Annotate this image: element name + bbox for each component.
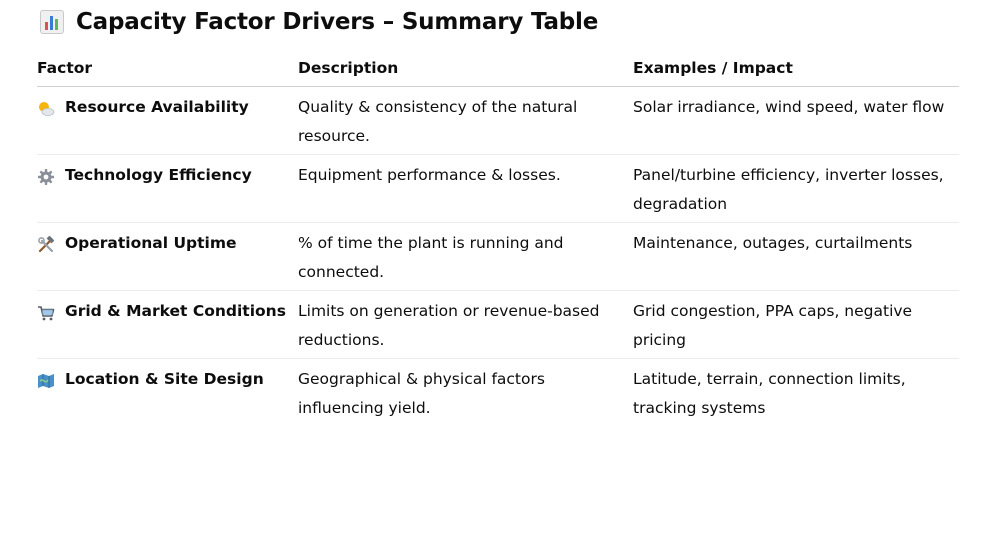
examples-text: Grid congestion, PPA caps, negative pricing [633,302,913,349]
map-icon [37,371,55,389]
description-text: Limits on generation or revenue-based reductions. [298,302,600,349]
description-cell [298,359,633,427]
examples-text: Panel/turbine efficiency, inverter losses, degradation [633,166,944,213]
examples-cell [633,359,959,427]
description-cell [298,223,633,291]
examples-cell [633,87,959,155]
sun-behind-cloud-icon [37,99,55,117]
header-examples: Examples / Impact [633,50,959,87]
description-cell [298,155,633,223]
hammer-and-wrench-icon [37,235,55,253]
factor-label: Operational Uptime [65,234,237,252]
examples-text: Latitude, terrain, connection limits, tracking systems [633,370,906,417]
factor-cell [37,359,298,427]
examples-text: Solar irradiance, wind speed, water flow [633,98,945,116]
factor-label: Grid & Market Conditions [65,302,286,320]
table-header-row [37,50,959,87]
examples-cell [633,155,959,223]
table-row [37,291,959,359]
examples-cell [633,291,959,359]
table-row [37,359,959,427]
description-text: Equipment performance & losses. [298,166,561,184]
header-description: Description [298,50,633,87]
factor-label: Resource Availability [65,98,249,116]
examples-text: Maintenance, outages, curtailments [633,234,913,252]
factor-label: Technology Efficiency [65,166,252,184]
table-row [37,87,959,155]
header-factor: Factor [37,50,298,87]
description-text: % of time the plant is running and connected. [298,234,564,281]
bar-chart-icon [40,10,64,34]
factor-cell [37,223,298,291]
page-title-text: Capacity Factor Drivers – Summary Table [76,9,599,35]
description-cell [298,87,633,155]
gear-icon [37,167,55,185]
description-text: Quality & consistency of the natural resource. [298,98,578,145]
table-row [37,223,959,291]
factor-label: Location & Site Design [65,370,264,388]
page-title [40,6,598,38]
examples-cell [633,223,959,291]
factor-cell [37,87,298,155]
factor-cell [37,155,298,223]
description-cell [298,291,633,359]
shopping-cart-icon [37,303,55,321]
summary-table [37,50,959,427]
description-text: Geographical & physical factors influencing yield. [298,370,545,417]
table-row [37,155,959,223]
factor-cell [37,291,298,359]
